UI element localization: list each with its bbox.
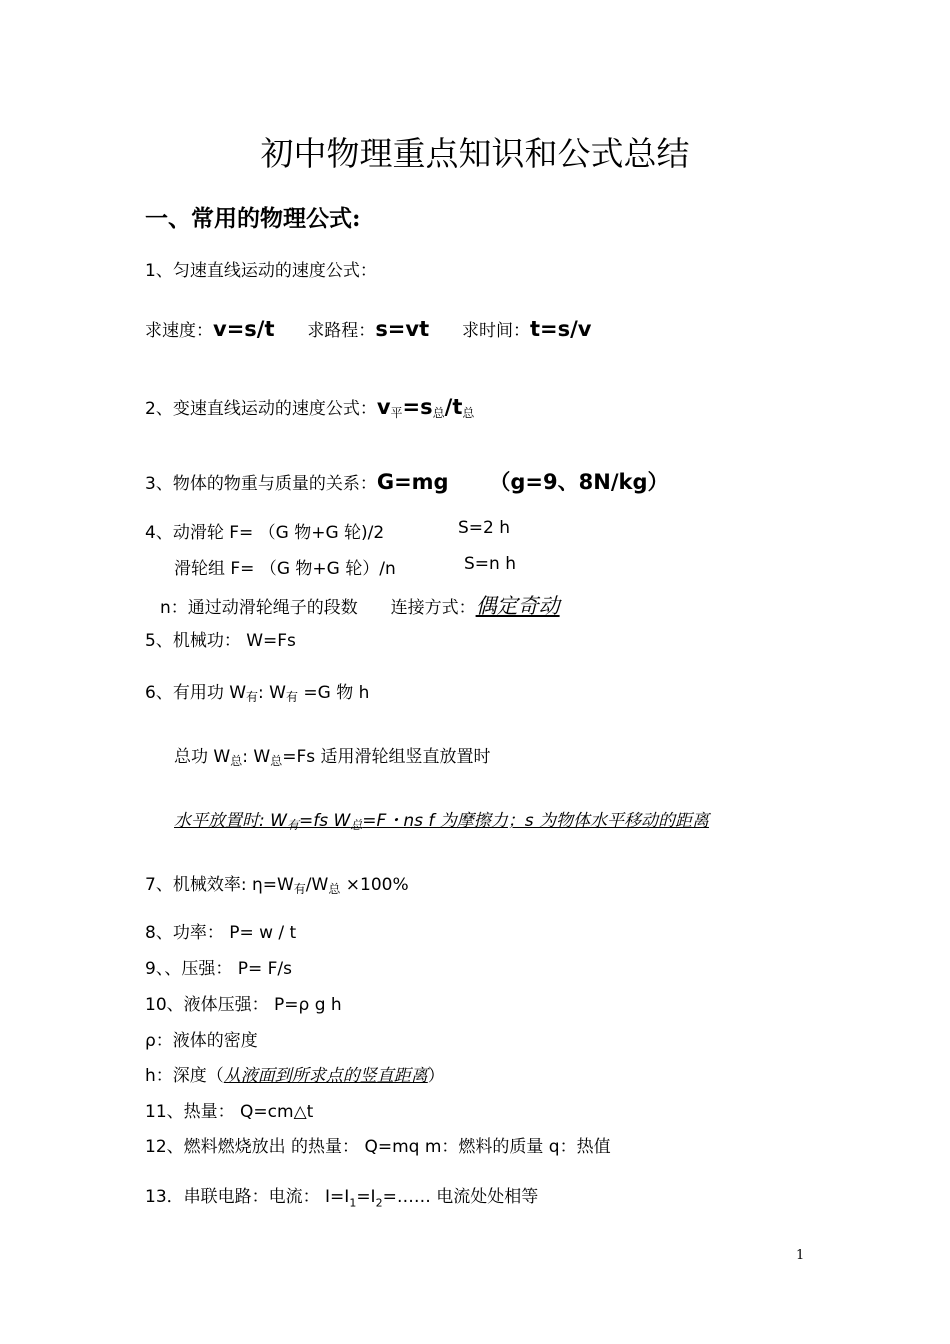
section-heading: 一、常用的物理公式: (145, 205, 361, 232)
f10b-a: h：深度（ (145, 1066, 224, 1086)
formula-6-horizontal (174, 806, 709, 831)
f6-a: 6、有用功 W (145, 683, 247, 703)
connection-rule: 偶定奇动 (475, 594, 560, 618)
formula-2-label: 2、变速直线运动的速度公式： (145, 399, 377, 419)
f7-a-sub: 有 (293, 882, 306, 896)
formula-10: 10、液体压强： P=ρ g h (145, 995, 342, 1015)
f6c-c: =F・ns f 为摩擦力；s 为物体水平移动的距离 (362, 811, 710, 831)
formula-5: 5、机械功： W=Fs (145, 631, 296, 651)
f6b-a-sub: 总 (230, 754, 243, 768)
formula-4-line1b: S=2 h (458, 518, 511, 538)
f6c-a: 水平放置时: W (174, 811, 287, 831)
connection-label: 连接方式： (390, 598, 476, 618)
f6-b-sub: 有 (286, 690, 299, 704)
formula-2-sub-zong2: 总 (462, 406, 475, 420)
formula-1-label: 1、匀速直线运动的速度公式： (145, 261, 377, 281)
formula-3-note: （g=9、8N/kg） (489, 470, 669, 494)
formula-2-sub-zong1: 总 (432, 406, 445, 420)
f6c-b-sub: 总 (350, 818, 363, 832)
formula-4-line3 (160, 590, 560, 620)
formula-11: 11、热量： Q=cm△t (145, 1102, 314, 1122)
f7-a: 7、机械效率: η=W (145, 875, 294, 895)
formula-2-t: /t (444, 395, 463, 419)
formula-10-depth (145, 1061, 445, 1086)
formula-3-label: 3、物体的物重与质量的关系： (145, 474, 377, 494)
formula-8: 8、功率： P= w / t (145, 923, 297, 943)
f7-c: ×100% (340, 875, 409, 895)
formula-4-line2b: S=n h (464, 554, 516, 574)
formula-2-v: v (376, 395, 391, 419)
f7-b: /W (305, 875, 329, 895)
distance-prompt: 求路程： (307, 321, 376, 341)
formula-7 (145, 870, 409, 895)
formula-3-gmg: G=mg (376, 470, 449, 494)
formula-13 (145, 1182, 538, 1209)
f6b-c: =Fs 适用滑轮组竖直放置时 (282, 747, 491, 767)
time-formula: t=s/v (529, 317, 592, 341)
f10b-b: 从液面到所求点的竖直距离 (223, 1066, 428, 1086)
f10b-c: ） (427, 1066, 445, 1086)
f6c-b: =fs W (298, 811, 351, 831)
formula-1-speed (145, 316, 591, 341)
page-title: 初中物理重点知识和公式总结 (260, 134, 690, 173)
formula-9: 9、、压强： P= F/s (145, 959, 292, 979)
f13-sub2: 2 (375, 1196, 383, 1210)
f6b-b-sub: 总 (270, 754, 283, 768)
formula-6-total-work (174, 742, 491, 767)
f13-sub1: 1 (349, 1196, 357, 1210)
formula-4-movable-pulley: 4、动滑轮 F= （G 物+G 轮)/2 (145, 523, 385, 543)
formula-2-sub-ping: 平 (390, 406, 403, 420)
f13-b: =I (356, 1187, 376, 1207)
f6c-a-sub: 有 (286, 818, 299, 832)
page-number: 1 (796, 1248, 805, 1263)
segments-note: n：通过动滑轮绳子的段数 (160, 598, 358, 618)
speed-prompt: 求速度： (145, 321, 213, 341)
formula-6-useful-work (145, 678, 369, 703)
speed-formula: v=s/t (213, 317, 275, 341)
f6-a-sub: 有 (246, 690, 259, 704)
f6-b: : W (258, 683, 286, 703)
formula-4-line1 (145, 518, 384, 543)
f7-b-sub: 总 (328, 882, 341, 896)
formula-12: 12、燃料燃烧放出 的热量： Q=mq m：燃料的质量 q：热值 (145, 1137, 611, 1157)
formula-2-s: =s (402, 395, 433, 419)
f6-c: =G 物 h (298, 683, 370, 703)
formula-4-line2: 滑轮组 F= （G 物+G 轮）/n (174, 559, 396, 579)
f13-a: 13．串联电路：电流： I=I (145, 1187, 350, 1207)
time-prompt: 求时间： (461, 321, 530, 341)
formula-10-rho: ρ：液体的密度 (145, 1031, 258, 1051)
distance-formula: s=vt (375, 317, 430, 341)
formula-3 (145, 466, 669, 496)
f13-c: =…… 电流处处相等 (382, 1187, 539, 1207)
f6b-b: : W (242, 747, 271, 767)
f6b-a: 总功 W (174, 747, 231, 767)
formula-2 (145, 394, 474, 419)
